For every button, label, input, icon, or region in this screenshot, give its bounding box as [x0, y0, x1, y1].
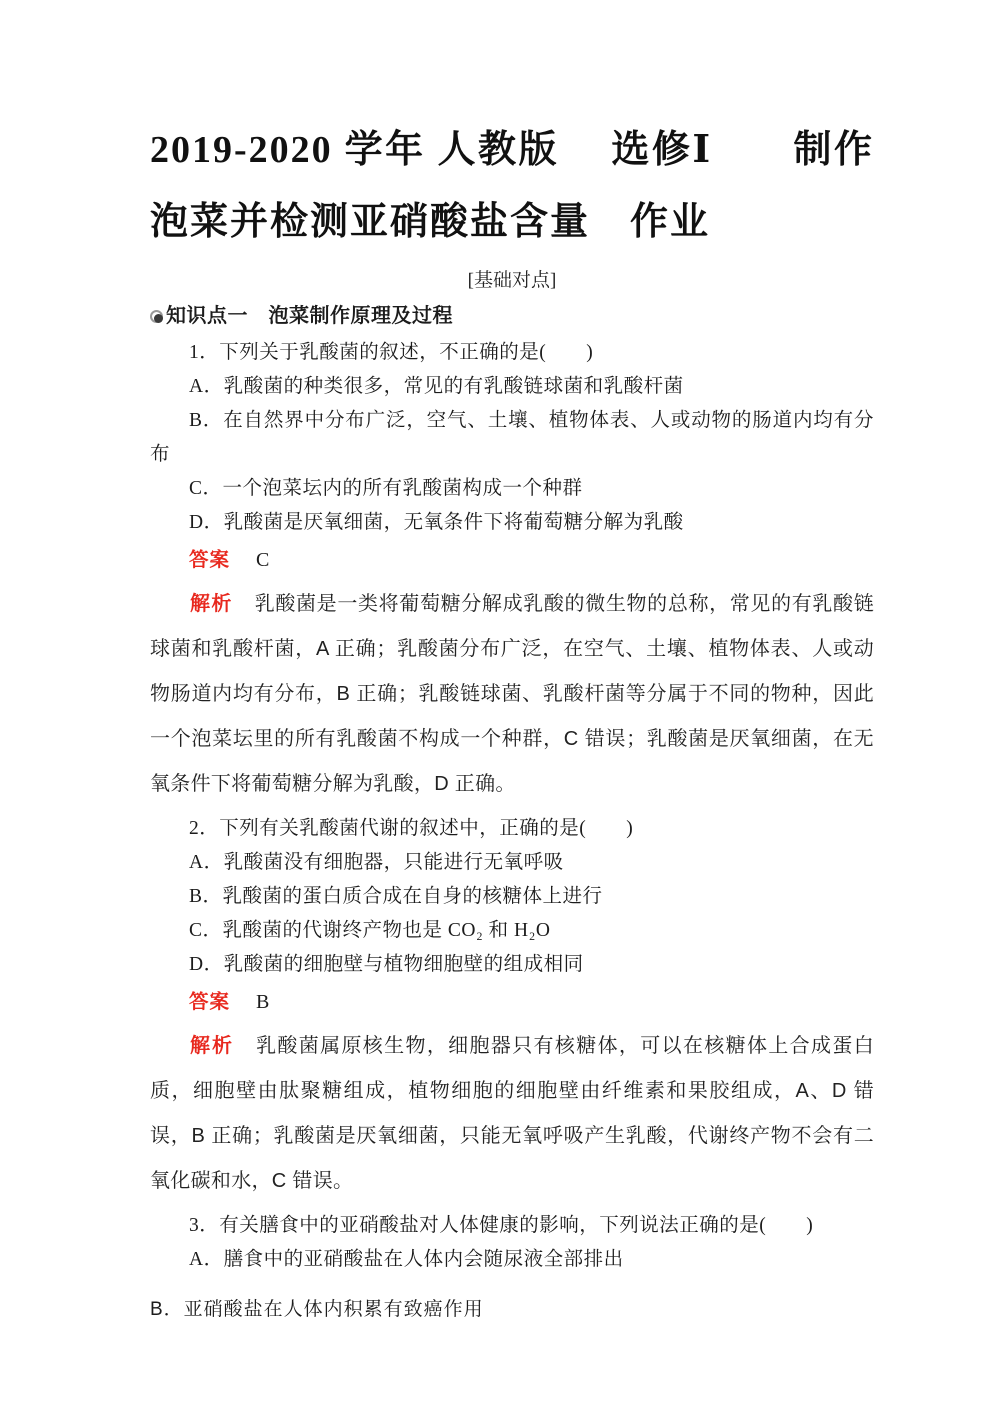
analysis-text: 乳酸菌属原核生物，细胞器只有核糖体，可以在核糖体上合成蛋白质，细胞壁由肽聚糖组成，植物细胞的细胞壁由纤维素和果胶组成，A、D 错误，B 正确；乳酸菌是厌氧细菌，只能无氧呼吸产生乳酸，代谢终产物不会有二氧化碳和水，C 错误。: [150, 1035, 875, 1192]
answer-label: 答案: [189, 991, 231, 1013]
analysis-text: 乳酸菌是一类将葡萄糖分解成乳酸的微生物的总称，常见的有乳酸链球菌和乳酸杆菌，A 正确；乳酸菌分布广泛，在空气、土壤、植物体表、人或动物肠道内均有分布，B 正确；乳酸链球菌、乳酸杆菌等分属于不同的物种，因此一个泡菜坛里的所有乳酸菌不构成一个种群，C 错误；乳酸菌是厌氧细菌，在无氧条件下将葡萄糖分解为乳酸，D 正确。: [150, 593, 875, 795]
analysis-label: 解析: [190, 1035, 235, 1057]
answer-line: [150, 542, 874, 579]
option-c: C．一个泡菜坛内的所有乳酸菌构成一个种群: [189, 478, 583, 499]
answer-line: [150, 984, 874, 1021]
analysis-paragraph: [150, 582, 874, 807]
option-a: A．乳酸菌的种类很多，常见的有乳酸链球菌和乳酸杆菌: [189, 376, 684, 397]
answer-label: 答案: [189, 549, 231, 571]
document-content: [150, 114, 874, 1327]
question-stem: 2．下列有关乳酸菌代谢的叙述中，正确的是( ): [189, 818, 634, 839]
option-a: A．膳食中的亚硝酸盐在人体内会随尿液全部排出: [189, 1249, 624, 1270]
analysis-paragraph: [150, 1024, 874, 1204]
question-stem: 3．有关膳食中的亚硝酸盐对人体健康的影响，下列说法正确的是( ): [189, 1215, 814, 1236]
question-block-1: [150, 336, 874, 807]
question-block-3: [150, 1209, 874, 1327]
option-a: A．乳酸菌没有细胞器，只能进行无氧呼吸: [189, 852, 564, 873]
option-c: C．乳酸菌的代谢终产物也是 CO₂ 和 H₂O: [189, 920, 551, 941]
option-b: B．在自然界中分布广泛，空气、土壤、植物体表、人或动物的肠道内均有分布: [150, 410, 874, 465]
section-tag: [基础对点]: [467, 270, 557, 291]
question-stem: 1．下列关于乳酸菌的叙述，不正确的是( ): [189, 342, 594, 363]
page-title: 2019-2020 学年 人教版 选修Ⅰ 制作泡菜并检测亚硝酸盐含量 作业: [150, 129, 874, 243]
answer-value: B: [256, 991, 270, 1013]
question-block-2: [150, 812, 874, 1204]
option-b: B．乳酸菌的蛋白质合成在自身的核糖体上进行: [189, 886, 603, 907]
option-b: B．亚硝酸盐在人体内积累有致癌作用: [150, 1299, 484, 1320]
analysis-label: 解析: [190, 593, 233, 615]
option-d: D．乳酸菌是厌氧细菌，无氧条件下将葡萄糖分解为乳酸: [189, 512, 684, 533]
bullet-circle-icon: [150, 310, 163, 323]
knowledge-point-row: [150, 300, 874, 332]
option-d: D．乳酸菌的细胞壁与植物细胞壁的组成相同: [189, 954, 584, 975]
knowledge-point-label: 知识点一 泡菜制作原理及过程: [166, 305, 453, 327]
answer-value: C: [256, 549, 270, 571]
